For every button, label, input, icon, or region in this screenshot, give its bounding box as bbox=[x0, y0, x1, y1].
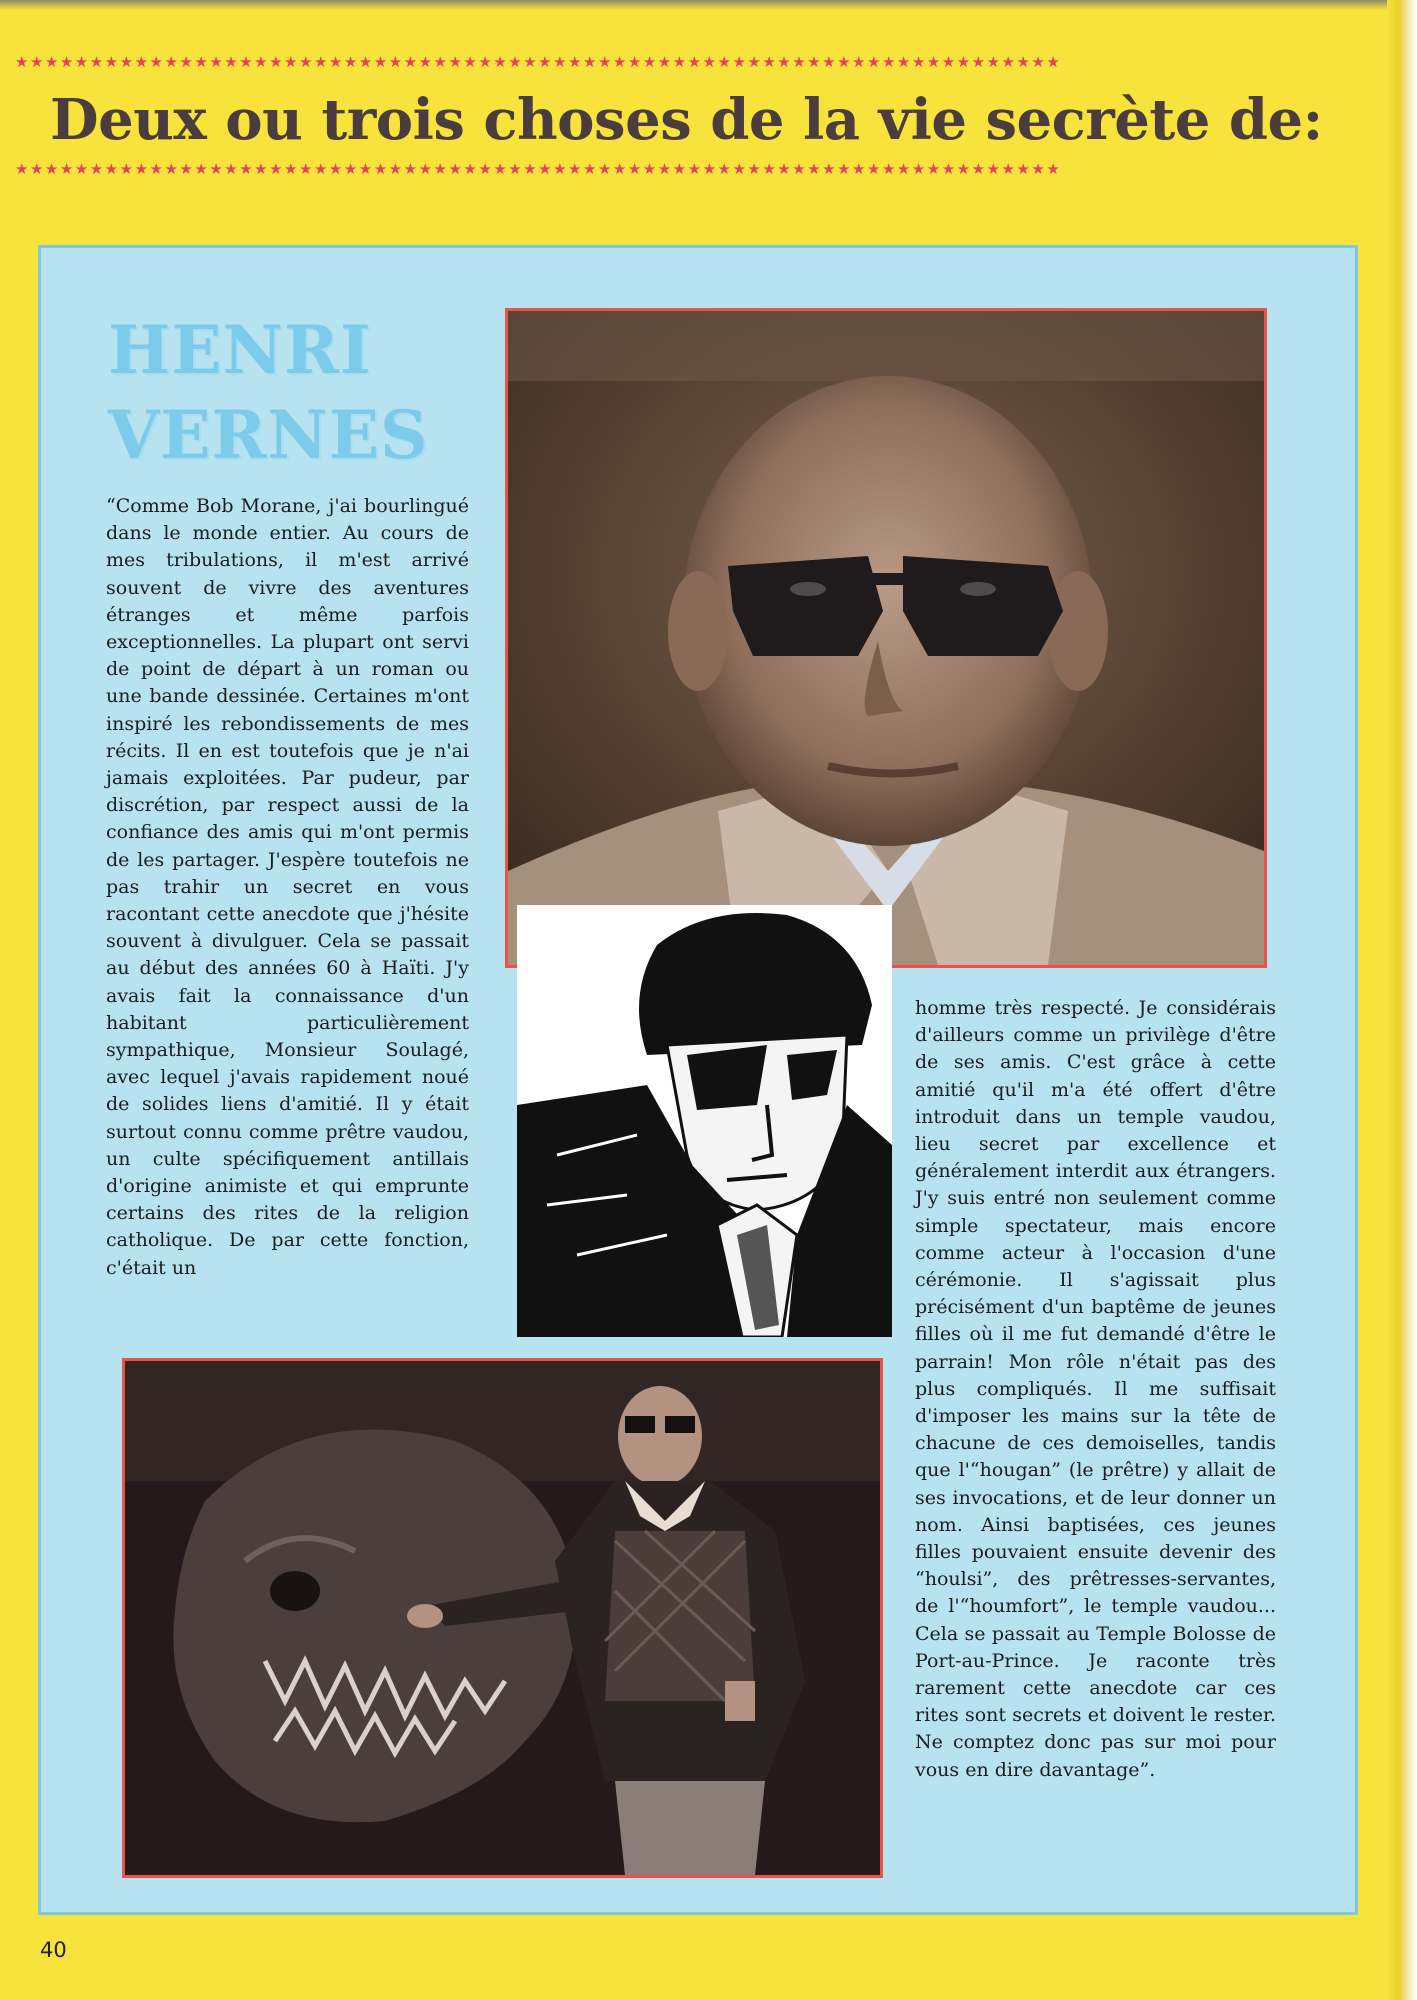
star-border-bottom: ★★★★★★★★★★★★★★★★★★★★★★★★★★★★★★★★★★★★★★★★★★★★★★★★★★★★★★★★★★★★★★★★★★★★★★ bbox=[15, 160, 1062, 178]
bob-morane-illustration bbox=[517, 905, 892, 1337]
page-spine-edge bbox=[1387, 0, 1417, 2000]
page-top-edge bbox=[0, 0, 1417, 10]
portrait-photo bbox=[505, 308, 1267, 968]
subject-first-name: HENRI bbox=[108, 311, 372, 389]
page-number: 40 bbox=[40, 1938, 67, 1962]
page-headline: Deux ou trois choses de la vie secrète de: bbox=[50, 87, 1323, 153]
star-border-top: ★★★★★★★★★★★★★★★★★★★★★★★★★★★★★★★★★★★★★★★★★★★★★★★★★★★★★★★★★★★★★★★★★★★★★★ bbox=[15, 53, 1062, 71]
article-text-right-column: homme très respecté. Je considérais d'ailleurs comme un privilège d'être de ses amis. C'est grâce à cette amitié qu'il m'a été offert d'être introduit dans un temple vaudou, lieu secret par excellence et généralement interdit aux étrangers. J'y suis entré non seulement comme simple spectateur, mais encore comme acteur à l'occasion d'une cérémonie. Il s'agissait plus précisément d'un baptême de jeunes filles où il me fut demandé d'être le parrain! Mon rôle n'était pas des plus compliqués. Il me suffisait d'imposer les mains sur la tête de chacune de ces demoiselles, tandis que l'“hougan” (le prêtre) y allait de ses invocations, et de leur donner un nom. Ainsi baptisées, ces jeunes filles pouvaient ensuite devenir des “houlsi”, des prêtresses-servantes, de l'“houmfort”, le temple vaudou... Cela se passait au Temple Bolosse de Port-au-Prince. Je raconte très rarement cette anecdote car ces rites sont secrets et doivent le rester. Ne comptez donc pas sur moi pour vous en dire davantage”. bbox=[915, 997, 1276, 1781]
dinosaur-photo bbox=[122, 1358, 883, 1878]
article-text-left-column: “Comme Bob Morane, j'ai bourlingué dans le monde entier. Au cours de mes tribulations, il m'est arrivé souvent de vivre des aventures étranges et même parfois exceptionnelles. La plupart ont servi de point de départ à un roman ou une bande dessinée. Certaines m'ont inspiré les rebondissements de mes récits. Il en est toutefois que je n'ai jamais exploitées. Par pudeur, par discrétion, par respect aussi de la confiance des amis qui m'ont permis de les partager. J'espère toutefois ne pas trahir un secret en vous racontant cette anecdote que j'hésite souvent à divulguer. Cela se passait au début des années 60 à Haïti. J'y avais fait la connaissance d'un habitant particulièrement sympathique, Monsieur Soulagé, avec lequel j'avais rapidement noué de solides liens d'amitié. Il y était surtout connu comme prêtre vaudou, un culte spécifiquement antillais d'origine animiste et qui emprunte certains des rites de la religion catholique. De par cette fonction, c'était un bbox=[106, 495, 469, 1279]
subject-last-name: VERNES bbox=[108, 396, 429, 474]
